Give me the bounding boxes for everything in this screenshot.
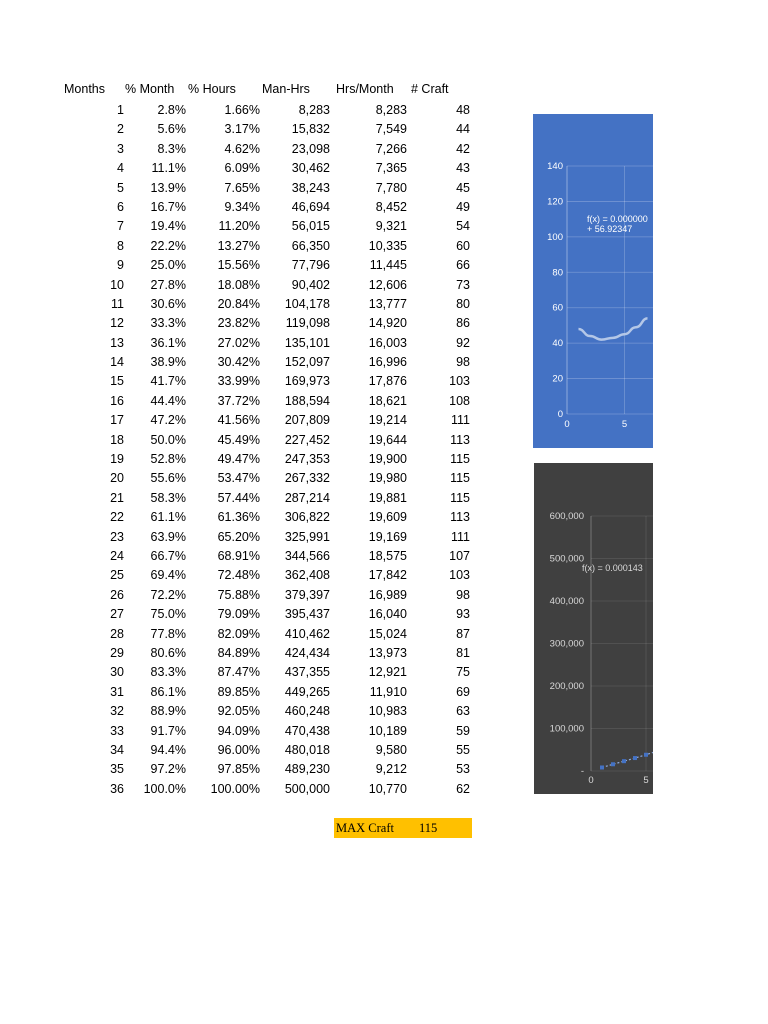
cell-hrs-month[interactable]: 9,321: [375, 219, 407, 234]
cell-hrs-month[interactable]: 11,910: [369, 684, 407, 699]
cell-pct-month[interactable]: 13.9%: [150, 180, 186, 195]
cell-pct-hours[interactable]: 18.08%: [217, 277, 260, 292]
cell-pct-hours[interactable]: 97.85%: [217, 762, 260, 777]
header-pct-month: % Month: [125, 82, 175, 96]
cell-pct-month[interactable]: 72.2%: [150, 587, 186, 602]
y-tick-label: 100,000: [549, 723, 584, 735]
cell-craft[interactable]: 43: [456, 161, 470, 176]
cell-pct-hours[interactable]: 37.72%: [217, 393, 260, 408]
y-tick-label: 140: [547, 161, 563, 172]
cell-pct-month[interactable]: 27.8%: [150, 277, 186, 292]
cell-pct-month[interactable]: 16.7%: [150, 199, 186, 214]
cell-month[interactable]: 6: [117, 199, 124, 214]
cell-pct-month[interactable]: 91.7%: [150, 723, 186, 738]
cell-pct-hours[interactable]: 1.66%: [224, 103, 260, 117]
cell-craft[interactable]: 80: [456, 296, 470, 311]
cell-pct-month[interactable]: 44.4%: [150, 393, 186, 408]
cell-man-hrs[interactable]: 395,437: [284, 607, 330, 622]
cell-pct-month[interactable]: 5.6%: [157, 122, 186, 137]
cell-hrs-month[interactable]: 17,842: [368, 568, 407, 583]
max-craft-label: MAX Craft: [336, 821, 394, 835]
craft-chart[interactable]: [533, 114, 653, 448]
table-row: [0, 372, 500, 391]
cell-pct-month[interactable]: 58.3%: [150, 490, 186, 505]
cell-man-hrs[interactable]: 410,462: [284, 626, 330, 641]
manhours-chart-svg: [534, 463, 653, 794]
cell-craft[interactable]: 115: [450, 490, 470, 505]
cell-pct-month[interactable]: 36.1%: [150, 335, 186, 350]
cell-pct-hours[interactable]: 61.36%: [217, 510, 260, 525]
cell-man-hrs[interactable]: 66,350: [291, 238, 330, 253]
data-point: [622, 759, 626, 763]
cell-pct-month[interactable]: 100.0%: [143, 781, 186, 796]
cell-craft[interactable]: 75: [456, 665, 470, 680]
cell-man-hrs[interactable]: 437,355: [284, 665, 330, 680]
cell-hrs-month[interactable]: 17,876: [368, 374, 407, 389]
cell-hrs-month[interactable]: 11,445: [369, 258, 407, 273]
cell-man-hrs[interactable]: 424,434: [284, 645, 330, 660]
cell-man-hrs[interactable]: 362,408: [284, 568, 330, 583]
cell-pct-month[interactable]: 86.1%: [150, 684, 186, 699]
cell-month[interactable]: 5: [117, 180, 124, 195]
cell-pct-hours[interactable]: 87.47%: [217, 665, 260, 680]
cell-craft[interactable]: 98: [456, 587, 470, 602]
cell-pct-month[interactable]: 22.2%: [150, 238, 186, 253]
cell-craft[interactable]: 108: [449, 393, 470, 408]
table-row: [0, 450, 500, 469]
cell-craft[interactable]: 115: [450, 471, 470, 486]
cell-man-hrs[interactable]: 46,694: [291, 199, 330, 214]
y-tick-label: 200,000: [549, 681, 584, 692]
cell-month[interactable]: 13: [110, 335, 124, 350]
header-hrs-month: Hrs/Month: [336, 82, 394, 96]
cell-craft[interactable]: 107: [449, 548, 470, 563]
cell-hrs-month[interactable]: 7,266: [375, 141, 407, 156]
cell-month[interactable]: 4: [117, 161, 124, 176]
cell-man-hrs[interactable]: 460,248: [284, 704, 330, 719]
cell-man-hrs[interactable]: 287,214: [284, 490, 330, 505]
cell-hrs-month[interactable]: 7,549: [375, 122, 407, 137]
cell-pct-month[interactable]: 41.7%: [150, 374, 186, 389]
cell-craft[interactable]: 53: [456, 762, 470, 777]
table-row: [0, 469, 500, 488]
cell-hrs-month[interactable]: 10,335: [368, 238, 407, 253]
y-tick-label: 120: [547, 196, 563, 208]
cell-man-hrs[interactable]: 135,101: [284, 335, 330, 350]
cell-pct-month[interactable]: 66.7%: [150, 548, 186, 563]
table-row: [0, 392, 500, 411]
cell-pct-month[interactable]: 25.0%: [150, 258, 186, 273]
cell-hrs-month[interactable]: 19,980: [368, 471, 407, 486]
table-row: [0, 644, 500, 663]
cell-man-hrs[interactable]: 23,098: [291, 141, 330, 156]
trendline-equation: f(x) = 0.000000: [587, 214, 648, 224]
cell-pct-month[interactable]: 38.9%: [150, 355, 186, 370]
cell-craft[interactable]: 54: [456, 219, 470, 234]
cell-man-hrs[interactable]: 449,265: [284, 684, 330, 699]
cell-month[interactable]: 27: [110, 607, 124, 622]
cell-man-hrs[interactable]: 470,438: [284, 723, 330, 738]
cell-man-hrs[interactable]: 90,402: [291, 277, 330, 292]
table-row: [0, 741, 500, 760]
trendline-equation: f(x) = 0.000143: [582, 563, 643, 573]
cell-hrs-month[interactable]: 12,921: [368, 665, 407, 680]
cell-hrs-month[interactable]: 19,169: [368, 529, 407, 544]
cell-craft[interactable]: 111: [450, 413, 470, 428]
cell-man-hrs[interactable]: 38,243: [291, 180, 330, 195]
cell-man-hrs[interactable]: 119,098: [285, 316, 330, 331]
cell-pct-month[interactable]: 30.6%: [150, 296, 186, 311]
cell-hrs-month[interactable]: 7,780: [375, 180, 407, 195]
table-row: [0, 314, 500, 333]
table-row: [0, 702, 500, 721]
cell-pct-hours[interactable]: 6.09%: [224, 161, 260, 176]
cell-pct-month[interactable]: 77.8%: [150, 626, 186, 641]
cell-month[interactable]: 23: [110, 529, 124, 544]
cell-pct-month[interactable]: 75.0%: [150, 607, 186, 622]
cell-pct-hours[interactable]: 30.42%: [217, 355, 260, 370]
cell-craft[interactable]: 69: [456, 684, 470, 699]
cell-pct-hours[interactable]: 68.91%: [217, 548, 260, 563]
cell-pct-hours[interactable]: 33.99%: [217, 374, 260, 389]
cell-pct-hours[interactable]: 92.05%: [217, 704, 260, 719]
cell-pct-month[interactable]: 52.8%: [150, 452, 186, 467]
table-row: [0, 528, 500, 547]
cell-month[interactable]: 34: [110, 742, 124, 757]
cell-month[interactable]: 2: [117, 122, 124, 137]
cell-craft[interactable]: 93: [456, 607, 470, 622]
cell-craft[interactable]: 48: [456, 103, 470, 117]
cell-month[interactable]: 28: [110, 626, 124, 641]
y-tick-label: 600,000: [549, 511, 584, 522]
cell-month[interactable]: 1: [117, 103, 124, 117]
x-tick-label: 5: [621, 419, 628, 430]
cell-pct-month[interactable]: 2.8%: [157, 103, 186, 117]
table-row: [0, 431, 500, 450]
cell-hrs-month[interactable]: 14,920: [368, 316, 407, 331]
cell-month[interactable]: 35: [110, 762, 124, 777]
cell-pct-hours[interactable]: 65.20%: [217, 529, 260, 544]
y-tick-label: 400,000: [549, 596, 584, 607]
cell-month[interactable]: 24: [110, 548, 124, 563]
x-tick-label: 0: [588, 775, 594, 786]
cell-month[interactable]: 15: [110, 374, 124, 389]
table-row: [0, 566, 500, 585]
cell-man-hrs[interactable]: 30,462: [291, 161, 330, 176]
cell-month[interactable]: 3: [117, 141, 124, 156]
cell-craft[interactable]: 92: [456, 335, 470, 350]
cell-hrs-month[interactable]: 16,989: [368, 587, 407, 602]
x-tick-label: 0: [564, 419, 570, 430]
cell-craft[interactable]: 115: [450, 452, 470, 467]
cell-pct-hours[interactable]: 15.56%: [217, 258, 260, 273]
cell-pct-month[interactable]: 19.4%: [150, 219, 186, 234]
y-tick-label: 60: [552, 302, 563, 314]
table-row: [0, 605, 500, 624]
table-row: [0, 489, 500, 508]
cell-pct-month[interactable]: 50.0%: [150, 432, 186, 447]
table-row: [0, 101, 500, 120]
cell-pct-month[interactable]: 11.1%: [151, 161, 186, 176]
header-craft: # Craft: [411, 82, 449, 96]
cell-craft[interactable]: 66: [456, 258, 470, 273]
cell-pct-hours[interactable]: 53.47%: [217, 471, 260, 486]
cell-pct-hours[interactable]: 49.47%: [217, 452, 260, 467]
cell-hrs-month[interactable]: 13,973: [368, 645, 407, 660]
cell-man-hrs[interactable]: 267,332: [284, 471, 330, 486]
cell-hrs-month[interactable]: 18,621: [368, 393, 407, 408]
cell-craft[interactable]: 62: [456, 781, 470, 796]
cell-man-hrs[interactable]: 325,991: [284, 529, 330, 544]
cell-hrs-month[interactable]: 13,777: [368, 296, 407, 311]
craft-series-line: [579, 318, 648, 339]
cell-craft[interactable]: 44: [456, 122, 470, 137]
cell-hrs-month[interactable]: 12,606: [368, 277, 407, 292]
data-table: [0, 101, 500, 799]
cell-pct-hours[interactable]: 20.84%: [217, 296, 260, 311]
cell-month[interactable]: 9: [117, 258, 124, 273]
y-tick-label: 20: [552, 373, 563, 385]
cell-month[interactable]: 12: [110, 316, 124, 331]
cell-month[interactable]: 30: [110, 665, 124, 680]
max-craft-value: 115: [419, 821, 438, 835]
cell-man-hrs[interactable]: 56,015: [291, 219, 330, 234]
y-tick-label: -: [580, 766, 584, 777]
cell-hrs-month[interactable]: 9,212: [375, 762, 407, 777]
cell-craft[interactable]: 42: [456, 141, 470, 156]
cell-man-hrs[interactable]: 379,397: [284, 587, 330, 602]
cell-month[interactable]: 8: [117, 238, 124, 253]
table-row: [0, 760, 500, 779]
cell-hrs-month[interactable]: 19,644: [368, 432, 407, 447]
cell-hrs-month[interactable]: 16,996: [368, 355, 407, 370]
table-row: [0, 295, 500, 314]
cell-craft[interactable]: 81: [456, 645, 470, 660]
cell-pct-hours[interactable]: 27.02%: [217, 335, 260, 350]
cell-pct-month[interactable]: 97.2%: [150, 762, 186, 777]
cell-pct-month[interactable]: 8.3%: [157, 141, 186, 156]
cell-man-hrs[interactable]: 489,230: [284, 762, 330, 777]
cell-pct-hours[interactable]: 9.34%: [224, 199, 260, 214]
cell-pct-month[interactable]: 88.9%: [150, 704, 186, 719]
cell-craft[interactable]: 63: [456, 704, 470, 719]
data-point: [600, 765, 604, 769]
cell-man-hrs[interactable]: 344,566: [284, 548, 330, 563]
cell-man-hrs[interactable]: 104,178: [284, 296, 330, 311]
y-tick-label: 80: [552, 267, 563, 279]
cell-pct-month[interactable]: 33.3%: [150, 316, 186, 331]
table-row: [0, 625, 500, 644]
cell-pct-hours[interactable]: 75.88%: [217, 587, 260, 602]
cell-craft[interactable]: 113: [450, 432, 470, 447]
cell-month[interactable]: 18: [110, 432, 124, 447]
y-tick-label: 300,000: [549, 638, 584, 650]
table-row: [0, 547, 500, 566]
cell-hrs-month[interactable]: 19,214: [368, 413, 407, 428]
cell-hrs-month[interactable]: 19,900: [368, 452, 407, 467]
table-row: [0, 198, 500, 217]
cell-hrs-month[interactable]: 10,189: [368, 723, 407, 738]
cell-pct-hours[interactable]: 82.09%: [217, 626, 260, 641]
cell-month[interactable]: 16: [110, 393, 124, 408]
cell-pct-hours[interactable]: 23.82%: [217, 316, 260, 331]
cell-pct-hours[interactable]: 84.89%: [217, 645, 260, 660]
cell-pct-month[interactable]: 61.1%: [150, 510, 186, 525]
cell-man-hrs[interactable]: 207,809: [284, 413, 330, 428]
cell-month[interactable]: 29: [110, 645, 124, 660]
cell-month[interactable]: 26: [110, 587, 124, 602]
cell-month[interactable]: 21: [110, 490, 124, 505]
cell-month[interactable]: 10: [110, 277, 124, 292]
cell-hrs-month[interactable]: 7,365: [375, 161, 407, 176]
table-row: [0, 780, 500, 799]
table-row: [0, 159, 500, 178]
table-row: [0, 411, 500, 430]
cell-man-hrs[interactable]: 15,832: [291, 122, 330, 137]
cell-hrs-month[interactable]: 9,580: [375, 742, 407, 757]
table-row: [0, 586, 500, 605]
table-row: [0, 663, 500, 682]
cell-hrs-month[interactable]: 16,003: [368, 335, 407, 350]
data-point: [633, 756, 637, 760]
cell-month[interactable]: 7: [117, 219, 124, 234]
table-row: [0, 140, 500, 159]
cell-craft[interactable]: 55: [456, 742, 470, 757]
cell-month[interactable]: 36: [110, 781, 124, 796]
cell-pct-hours[interactable]: 4.62%: [224, 141, 260, 156]
table-row: [0, 179, 500, 198]
cell-hrs-month[interactable]: 8,452: [375, 199, 407, 214]
cell-month[interactable]: 25: [110, 568, 124, 583]
cell-pct-hours[interactable]: 89.85%: [217, 684, 260, 699]
cell-craft[interactable]: 111: [450, 529, 470, 544]
cell-pct-hours[interactable]: 94.09%: [217, 723, 260, 738]
header-months: Months: [64, 82, 105, 96]
cell-man-hrs[interactable]: 188,594: [284, 393, 330, 408]
cell-craft[interactable]: 103: [449, 374, 470, 389]
cell-craft[interactable]: 103: [449, 568, 470, 583]
cell-craft[interactable]: 113: [450, 510, 470, 525]
craft-chart-svg: [533, 114, 653, 448]
cell-hrs-month[interactable]: 19,881: [368, 490, 407, 505]
cell-month[interactable]: 32: [110, 704, 124, 719]
cell-pct-month[interactable]: 55.6%: [150, 471, 186, 486]
y-tick-label: 40: [552, 338, 563, 350]
cell-craft[interactable]: 73: [456, 277, 470, 292]
cell-month[interactable]: 33: [110, 723, 124, 738]
table-row: [0, 508, 500, 527]
cell-pct-month[interactable]: 94.4%: [150, 742, 186, 757]
cell-pct-hours[interactable]: 11.20%: [218, 219, 260, 234]
cell-month[interactable]: 31: [110, 684, 124, 699]
cell-pct-hours[interactable]: 57.44%: [217, 490, 260, 505]
cell-hrs-month[interactable]: 16,040: [368, 607, 407, 622]
cell-hrs-month[interactable]: 10,770: [368, 781, 407, 796]
trendline-equation: + 56.92347: [587, 224, 633, 234]
cell-month[interactable]: 20: [110, 471, 124, 486]
cell-hrs-month[interactable]: 15,024: [368, 626, 407, 641]
cell-month[interactable]: 11: [111, 296, 124, 311]
cell-month[interactable]: 17: [110, 413, 124, 428]
cell-pct-hours[interactable]: 45.49%: [217, 432, 260, 447]
table-row: [0, 256, 500, 275]
cell-hrs-month[interactable]: 10,983: [368, 704, 407, 719]
cell-man-hrs[interactable]: 8,283: [298, 103, 330, 117]
cell-craft[interactable]: 86: [456, 316, 470, 331]
cell-craft[interactable]: 49: [456, 199, 470, 214]
cell-month[interactable]: 19: [110, 452, 124, 467]
cell-man-hrs[interactable]: 169,973: [284, 374, 330, 389]
cell-hrs-month[interactable]: 18,575: [368, 548, 407, 563]
x-tick-label: 5: [643, 775, 649, 786]
cell-pct-hours[interactable]: 7.65%: [224, 180, 260, 195]
table-row: [0, 276, 500, 295]
cell-month[interactable]: 14: [110, 355, 124, 370]
cell-month[interactable]: 22: [110, 510, 124, 525]
cell-craft[interactable]: 45: [456, 180, 470, 195]
cell-man-hrs[interactable]: 306,822: [284, 510, 330, 525]
y-tick-label: 100: [547, 231, 563, 243]
cell-pct-month[interactable]: 83.3%: [150, 665, 186, 680]
cell-pct-hours[interactable]: 41.56%: [217, 413, 260, 428]
cell-hrs-month[interactable]: 19,609: [368, 510, 407, 525]
y-tick-label: 500,000: [549, 553, 584, 565]
cell-man-hrs[interactable]: 152,097: [284, 355, 330, 370]
cell-craft[interactable]: 59: [456, 723, 470, 738]
table-row: [0, 237, 500, 256]
table-row: [0, 334, 500, 353]
cell-pct-hours[interactable]: 13.27%: [217, 238, 260, 253]
manhours-chart[interactable]: [534, 463, 653, 794]
cell-pct-hours[interactable]: 100.00%: [210, 781, 260, 796]
y-tick-label: 0: [557, 409, 563, 420]
cell-pct-month[interactable]: 63.9%: [150, 529, 186, 544]
cell-man-hrs[interactable]: 500,000: [284, 781, 330, 796]
table-row: [0, 722, 500, 741]
header-man-hrs: Man-Hrs: [262, 82, 310, 96]
cell-man-hrs[interactable]: 480,018: [284, 742, 330, 757]
table-row: [0, 683, 500, 702]
cell-pct-month[interactable]: 69.4%: [150, 568, 186, 583]
data-point: [644, 753, 648, 757]
cell-craft[interactable]: 98: [456, 355, 470, 370]
cell-man-hrs[interactable]: 227,452: [284, 432, 330, 447]
table-row: [0, 120, 500, 139]
cell-pct-hours[interactable]: 96.00%: [217, 742, 260, 757]
cell-craft[interactable]: 60: [456, 238, 470, 253]
cell-man-hrs[interactable]: 247,353: [284, 452, 330, 467]
cell-pct-month[interactable]: 47.2%: [150, 413, 186, 428]
cell-hrs-month[interactable]: 8,283: [375, 103, 407, 117]
cell-pct-hours[interactable]: 72.48%: [217, 568, 260, 583]
cell-man-hrs[interactable]: 77,796: [291, 258, 330, 273]
cell-pct-month[interactable]: 80.6%: [150, 645, 186, 660]
data-point: [611, 762, 615, 766]
max-craft-cell[interactable]: [334, 818, 472, 838]
table-row: [0, 353, 500, 372]
cell-craft[interactable]: 87: [456, 626, 470, 641]
cell-pct-hours[interactable]: 79.09%: [217, 607, 260, 622]
table-row: [0, 217, 500, 236]
header-pct-hours: % Hours: [188, 82, 236, 96]
cell-pct-hours[interactable]: 3.17%: [224, 122, 260, 137]
